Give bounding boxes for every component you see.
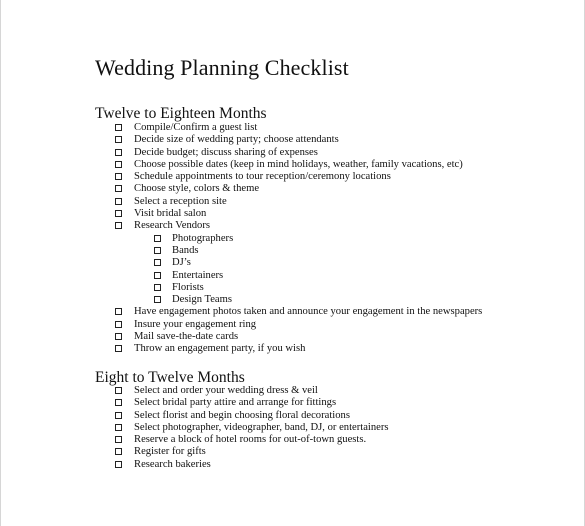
section-heading-eight-to-twelve-months: Eight to Twelve Months bbox=[95, 369, 245, 386]
checkbox-icon bbox=[154, 247, 161, 254]
checklist-item-text: Reserve a block of hotel rooms for out-of-town guests. bbox=[134, 434, 367, 446]
checklist-item-text: Decide budget; discuss sharing of expenses bbox=[134, 146, 318, 158]
checklist-item-text: Design Teams bbox=[172, 294, 232, 306]
checklist-item-text: Decide size of wedding party; choose attendants bbox=[134, 134, 339, 146]
checklist-item-text: Mail save-the-date cards bbox=[134, 331, 239, 343]
checklist-item-text: Select and order your wedding dress & veil bbox=[134, 385, 318, 396]
checklist-item-text: Choose possible dates (keep in mind holidays, weather, family vacations, etc) bbox=[134, 158, 463, 170]
checkbox-icon bbox=[115, 448, 122, 455]
checklist-item-text: Research Vendors bbox=[134, 220, 210, 232]
checkbox-icon bbox=[115, 149, 122, 156]
checklist-item-text: Photographers bbox=[172, 232, 234, 244]
checklist-item-text: Select florist and begin choosing floral decorations bbox=[134, 409, 350, 421]
checklist-item-text: Register for gifts bbox=[134, 446, 206, 458]
checkbox-icon bbox=[154, 272, 161, 279]
page-title: Wedding Planning Checklist bbox=[95, 55, 349, 80]
checklist-item-text: Bands bbox=[172, 244, 199, 256]
checklist-item-text: Compile/Confirm a guest list bbox=[134, 122, 258, 133]
checklist-item-text: Visit bridal salon bbox=[134, 208, 207, 220]
checklist-item-text: Insure your engagement ring bbox=[134, 318, 257, 330]
checklist-item-text: DJ’s bbox=[172, 257, 191, 269]
checkbox-icon bbox=[115, 461, 122, 468]
checkbox-icon bbox=[115, 321, 122, 328]
checkbox-icon bbox=[115, 436, 122, 443]
checkbox-icon bbox=[115, 308, 122, 315]
checkbox-icon bbox=[115, 173, 122, 180]
checkbox-icon bbox=[115, 412, 122, 419]
checklist-item-text: Throw an engagement party, if you wish bbox=[134, 343, 306, 355]
checkbox-icon bbox=[115, 136, 122, 143]
section-heading-twelve-to-eighteen-months: Twelve to Eighteen Months bbox=[95, 105, 267, 122]
checkbox-icon bbox=[115, 210, 122, 217]
checkbox-icon bbox=[115, 424, 122, 431]
checklist-item-text: Choose style, colors & theme bbox=[134, 183, 260, 195]
checkbox-icon bbox=[115, 222, 122, 229]
checkbox-icon bbox=[115, 387, 122, 394]
checklist-item-text: Have engagement photos taken and announce your engagement in the newspapers bbox=[134, 306, 483, 318]
checkbox-icon bbox=[154, 235, 161, 242]
checkbox-icon bbox=[115, 124, 122, 131]
checklist-item-text: Schedule appointments to tour reception/ceremony locations bbox=[134, 171, 391, 183]
checklist-item-text: Select bridal party attire and arrange for fittings bbox=[134, 397, 337, 409]
checkbox-icon bbox=[154, 284, 161, 291]
checklist-item-text: Select a reception site bbox=[134, 195, 227, 207]
checkbox-icon bbox=[115, 345, 122, 352]
checklist-item-text: Select photographer, videographer, band, DJ, or entertainers bbox=[134, 421, 389, 433]
checkbox-icon bbox=[115, 333, 122, 340]
checkbox-icon bbox=[115, 198, 122, 205]
checkbox-icon bbox=[115, 185, 122, 192]
checklist-item-text: Research bakeries bbox=[134, 458, 211, 470]
checkbox-icon bbox=[115, 399, 122, 406]
checkbox-icon bbox=[115, 161, 122, 168]
checklist-item-text: Florists bbox=[172, 281, 204, 293]
checklist-item-text: Entertainers bbox=[172, 269, 224, 281]
checkbox-icon bbox=[154, 259, 161, 266]
checkbox-icon bbox=[154, 296, 161, 303]
